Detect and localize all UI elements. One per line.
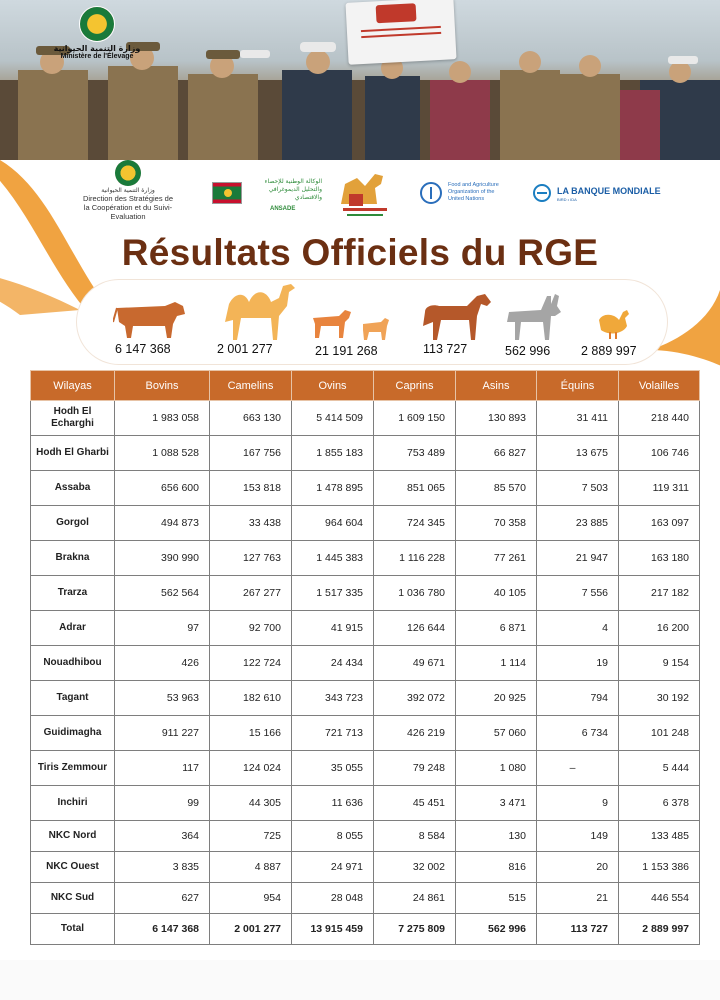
wilaya-name: Tagant <box>31 681 115 716</box>
cell-bovins: 117 <box>115 751 210 786</box>
cell-camelins: 15 166 <box>210 716 292 751</box>
cell-volailles: 163 180 <box>619 541 700 576</box>
table-row <box>31 436 700 471</box>
total-asins: 562 996 <box>456 914 537 945</box>
cell-caprins: 1 036 780 <box>374 576 456 611</box>
donkey-icon <box>505 292 565 342</box>
horse-icon <box>419 292 495 342</box>
cell-asins: 1 080 <box>456 751 537 786</box>
cell-volailles: 16 200 <box>619 611 700 646</box>
cell-equins: 6 734 <box>537 716 619 751</box>
cell-asins: 6 871 <box>456 611 537 646</box>
table-row <box>31 751 700 786</box>
cell-volailles: 101 248 <box>619 716 700 751</box>
cell-ovins: 1 445 383 <box>292 541 374 576</box>
cell-camelins: 92 700 <box>210 611 292 646</box>
column-header-bovins: Bovins <box>115 371 210 401</box>
cell-caprins: 79 248 <box>374 751 456 786</box>
cell-volailles: 133 485 <box>619 821 700 852</box>
wilaya-name: NKC Sud <box>31 883 115 914</box>
cell-equins: 4 <box>537 611 619 646</box>
cell-caprins: 49 671 <box>374 646 456 681</box>
fao-logo <box>420 180 520 210</box>
cell-volailles: 119 311 <box>619 471 700 506</box>
cell-ovins: 24 971 <box>292 852 374 883</box>
chicken-icon <box>595 306 633 340</box>
cell-asins: 1 114 <box>456 646 537 681</box>
cell-caprins: 753 489 <box>374 436 456 471</box>
cell-asins: 85 570 <box>456 471 537 506</box>
cell-volailles: 163 097 <box>619 506 700 541</box>
cell-asins: 3 471 <box>456 786 537 821</box>
cell-volailles: 1 153 386 <box>619 852 700 883</box>
table-row <box>31 852 700 883</box>
cell-ovins: 24 434 <box>292 646 374 681</box>
cell-volailles: 5 444 <box>619 751 700 786</box>
cell-camelins: 153 818 <box>210 471 292 506</box>
column-header-asins: Asins <box>456 371 537 401</box>
wilaya-name: Adrar <box>31 611 115 646</box>
cell-caprins: 851 065 <box>374 471 456 506</box>
table-row <box>31 506 700 541</box>
cell-caprins: 392 072 <box>374 681 456 716</box>
sheep-goat-icon <box>309 304 391 342</box>
cell-caprins: 32 002 <box>374 852 456 883</box>
cell-caprins: 24 861 <box>374 883 456 914</box>
cell-bovins: 99 <box>115 786 210 821</box>
table-row <box>31 401 700 436</box>
table-row <box>31 821 700 852</box>
summary-camelins-value: 2 001 277 <box>217 342 273 356</box>
cell-ovins: 35 055 <box>292 751 374 786</box>
cell-ovins: 28 048 <box>292 883 374 914</box>
table-row <box>31 576 700 611</box>
table-row <box>31 716 700 751</box>
cell-bovins: 3 835 <box>115 852 210 883</box>
table-row <box>31 611 700 646</box>
column-header-volailles: Volailles <box>619 371 700 401</box>
cell-equins: 21 947 <box>537 541 619 576</box>
ministry-french-name: Ministère de l'Élevage <box>60 53 134 60</box>
cell-camelins: 122 724 <box>210 646 292 681</box>
wilaya-name: Hodh El Echarghi <box>31 401 115 436</box>
header-photo <box>0 0 720 160</box>
world-bank-name: LA BANQUE MONDIALE <box>557 186 661 196</box>
cell-bovins: 53 963 <box>115 681 210 716</box>
cell-bovins: 390 990 <box>115 541 210 576</box>
summary-equins-value: 113 727 <box>423 342 468 356</box>
cell-ovins: 343 723 <box>292 681 374 716</box>
camel-icon <box>217 282 299 342</box>
cell-bovins: 1 088 528 <box>115 436 210 471</box>
total-bovins: 6 147 368 <box>115 914 210 945</box>
animal-summary <box>77 280 667 364</box>
cell-equins: 7 556 <box>537 576 619 611</box>
fao-emblem-icon <box>420 182 442 204</box>
cell-volailles: 217 182 <box>619 576 700 611</box>
cell-bovins: 562 564 <box>115 576 210 611</box>
table-row <box>31 646 700 681</box>
column-header-camelins: Camelins <box>210 371 292 401</box>
cell-bovins: 1 983 058 <box>115 401 210 436</box>
mauritania-seal-icon <box>79 6 115 42</box>
ministry-arabic-name: وزارة التنمية الحيوانية <box>53 44 141 53</box>
cell-asins: 66 827 <box>456 436 537 471</box>
cell-caprins: 724 345 <box>374 506 456 541</box>
cell-asins: 70 358 <box>456 506 537 541</box>
wilaya-name: Inchiri <box>31 786 115 821</box>
cell-camelins: 725 <box>210 821 292 852</box>
ansade-arabic-name: الوكالة الوطنية للإحصاء والتحليل الديموغرافي والاقتصادي <box>264 178 322 201</box>
cell-ovins: 1 517 335 <box>292 576 374 611</box>
cell-caprins: 8 584 <box>374 821 456 852</box>
cell-volailles: 6 378 <box>619 786 700 821</box>
page-bottom <box>0 960 720 1000</box>
cell-asins: 130 893 <box>456 401 537 436</box>
fao-name-line3: United Nations <box>448 196 485 202</box>
cell-volailles: 446 554 <box>619 883 700 914</box>
summary-asins-value: 562 996 <box>505 344 551 358</box>
wilaya-name: Trarza <box>31 576 115 611</box>
direction-logo <box>78 160 178 221</box>
cell-bovins: 656 600 <box>115 471 210 506</box>
direction-name-line1: Direction des Stratégies de <box>82 194 174 203</box>
cell-ovins: 41 915 <box>292 611 374 646</box>
cell-equins: 23 885 <box>537 506 619 541</box>
cell-asins: 515 <box>456 883 537 914</box>
cell-ovins: 11 636 <box>292 786 374 821</box>
summary-ovins-caprins-value: 21 191 268 <box>315 344 378 358</box>
cell-camelins: 4 887 <box>210 852 292 883</box>
total-volailles: 2 889 997 <box>619 914 700 945</box>
cell-ovins: 8 055 <box>292 821 374 852</box>
partner-logos <box>0 160 720 230</box>
cell-caprins: 45 451 <box>374 786 456 821</box>
total-equins: 113 727 <box>537 914 619 945</box>
wilaya-name: Tiris Zemmour <box>31 751 115 786</box>
cell-equins: 21 <box>537 883 619 914</box>
column-header-caprins: Caprins <box>374 371 456 401</box>
cell-camelins: 167 756 <box>210 436 292 471</box>
cell-asins: 130 <box>456 821 537 852</box>
cow-icon <box>113 296 189 340</box>
cell-volailles: 9 154 <box>619 646 700 681</box>
ansade-name: ANSADE <box>270 206 296 212</box>
table-row <box>31 786 700 821</box>
table-row <box>31 541 700 576</box>
cell-equins: – <box>537 751 619 786</box>
cell-camelins: 954 <box>210 883 292 914</box>
cell-asins: 77 261 <box>456 541 537 576</box>
camel-logo-icon <box>335 164 395 222</box>
globe-icon <box>533 184 551 202</box>
cell-ovins: 964 604 <box>292 506 374 541</box>
cell-camelins: 663 130 <box>210 401 292 436</box>
world-bank-subtitle: BIRD • IDA <box>557 197 577 202</box>
cell-equins: 19 <box>537 646 619 681</box>
table-row <box>31 471 700 506</box>
cell-camelins: 124 024 <box>210 751 292 786</box>
cell-ovins: 5 414 509 <box>292 401 374 436</box>
cell-camelins: 267 277 <box>210 576 292 611</box>
wilaya-name: Hodh El Gharbi <box>31 436 115 471</box>
cell-asins: 20 925 <box>456 681 537 716</box>
cell-bovins: 911 227 <box>115 716 210 751</box>
cell-bovins: 494 873 <box>115 506 210 541</box>
cell-equins: 149 <box>537 821 619 852</box>
results-table <box>30 370 699 959</box>
cell-camelins: 127 763 <box>210 541 292 576</box>
cell-equins: 31 411 <box>537 401 619 436</box>
cell-equins: 20 <box>537 852 619 883</box>
wilaya-name: Gorgol <box>31 506 115 541</box>
cell-camelins: 33 438 <box>210 506 292 541</box>
total-camelins: 2 001 277 <box>210 914 292 945</box>
table-header-row <box>31 371 700 401</box>
cell-ovins: 721 713 <box>292 716 374 751</box>
wilaya-name: Guidimagha <box>31 716 115 751</box>
wilaya-name: Assaba <box>31 471 115 506</box>
cell-bovins: 97 <box>115 611 210 646</box>
cell-camelins: 182 610 <box>210 681 292 716</box>
summary-volailles-value: 2 889 997 <box>581 344 637 358</box>
column-header-ovins: Ovins <box>292 371 374 401</box>
table-row <box>31 883 700 914</box>
wilaya-name: NKC Ouest <box>31 852 115 883</box>
fao-name-line2: Organization of the <box>448 189 495 195</box>
column-header-equins: Équins <box>537 371 619 401</box>
direction-name-line2: la Coopération et du Suivi- <box>83 203 173 212</box>
direction-name-line3: Evaluation <box>110 212 146 221</box>
column-header-wilayas: Wilayas <box>31 371 115 401</box>
cell-ovins: 1 855 183 <box>292 436 374 471</box>
cell-equins: 9 <box>537 786 619 821</box>
wilaya-name: Brakna <box>31 541 115 576</box>
wilaya-name: Nouadhibou <box>31 646 115 681</box>
cell-bovins: 364 <box>115 821 210 852</box>
ministry-logo <box>52 6 142 60</box>
cell-volailles: 30 192 <box>619 681 700 716</box>
total-caprins: 7 275 809 <box>374 914 456 945</box>
cell-asins: 40 105 <box>456 576 537 611</box>
fao-name-line1: Food and Agriculture <box>448 182 499 188</box>
cell-asins: 816 <box>456 852 537 883</box>
total-label: Total <box>31 914 115 945</box>
flag-icon <box>212 182 242 204</box>
census-banner <box>345 0 456 65</box>
cell-caprins: 1 116 228 <box>374 541 456 576</box>
ansade-logo <box>212 178 322 218</box>
cell-equins: 794 <box>537 681 619 716</box>
cell-volailles: 218 440 <box>619 401 700 436</box>
world-bank-logo <box>533 182 673 208</box>
cell-bovins: 627 <box>115 883 210 914</box>
livestock-table <box>30 370 700 945</box>
cell-caprins: 126 644 <box>374 611 456 646</box>
cell-volailles: 106 746 <box>619 436 700 471</box>
cell-camelins: 44 305 <box>210 786 292 821</box>
cell-equins: 7 503 <box>537 471 619 506</box>
table-total-row <box>31 914 700 945</box>
direction-arabic-name: وزارة التنمية الحيوانية <box>101 187 155 194</box>
mauritania-seal-icon <box>115 160 141 186</box>
cell-ovins: 1 478 895 <box>292 471 374 506</box>
cell-asins: 57 060 <box>456 716 537 751</box>
total-ovins: 13 915 459 <box>292 914 374 945</box>
cell-equins: 13 675 <box>537 436 619 471</box>
table-row <box>31 681 700 716</box>
cell-caprins: 426 219 <box>374 716 456 751</box>
cell-caprins: 1 609 150 <box>374 401 456 436</box>
wilaya-name: NKC Nord <box>31 821 115 852</box>
page-title: Résultats Officiels du RGE <box>121 232 599 273</box>
summary-bovins-value: 6 147 368 <box>115 342 171 356</box>
cell-bovins: 426 <box>115 646 210 681</box>
